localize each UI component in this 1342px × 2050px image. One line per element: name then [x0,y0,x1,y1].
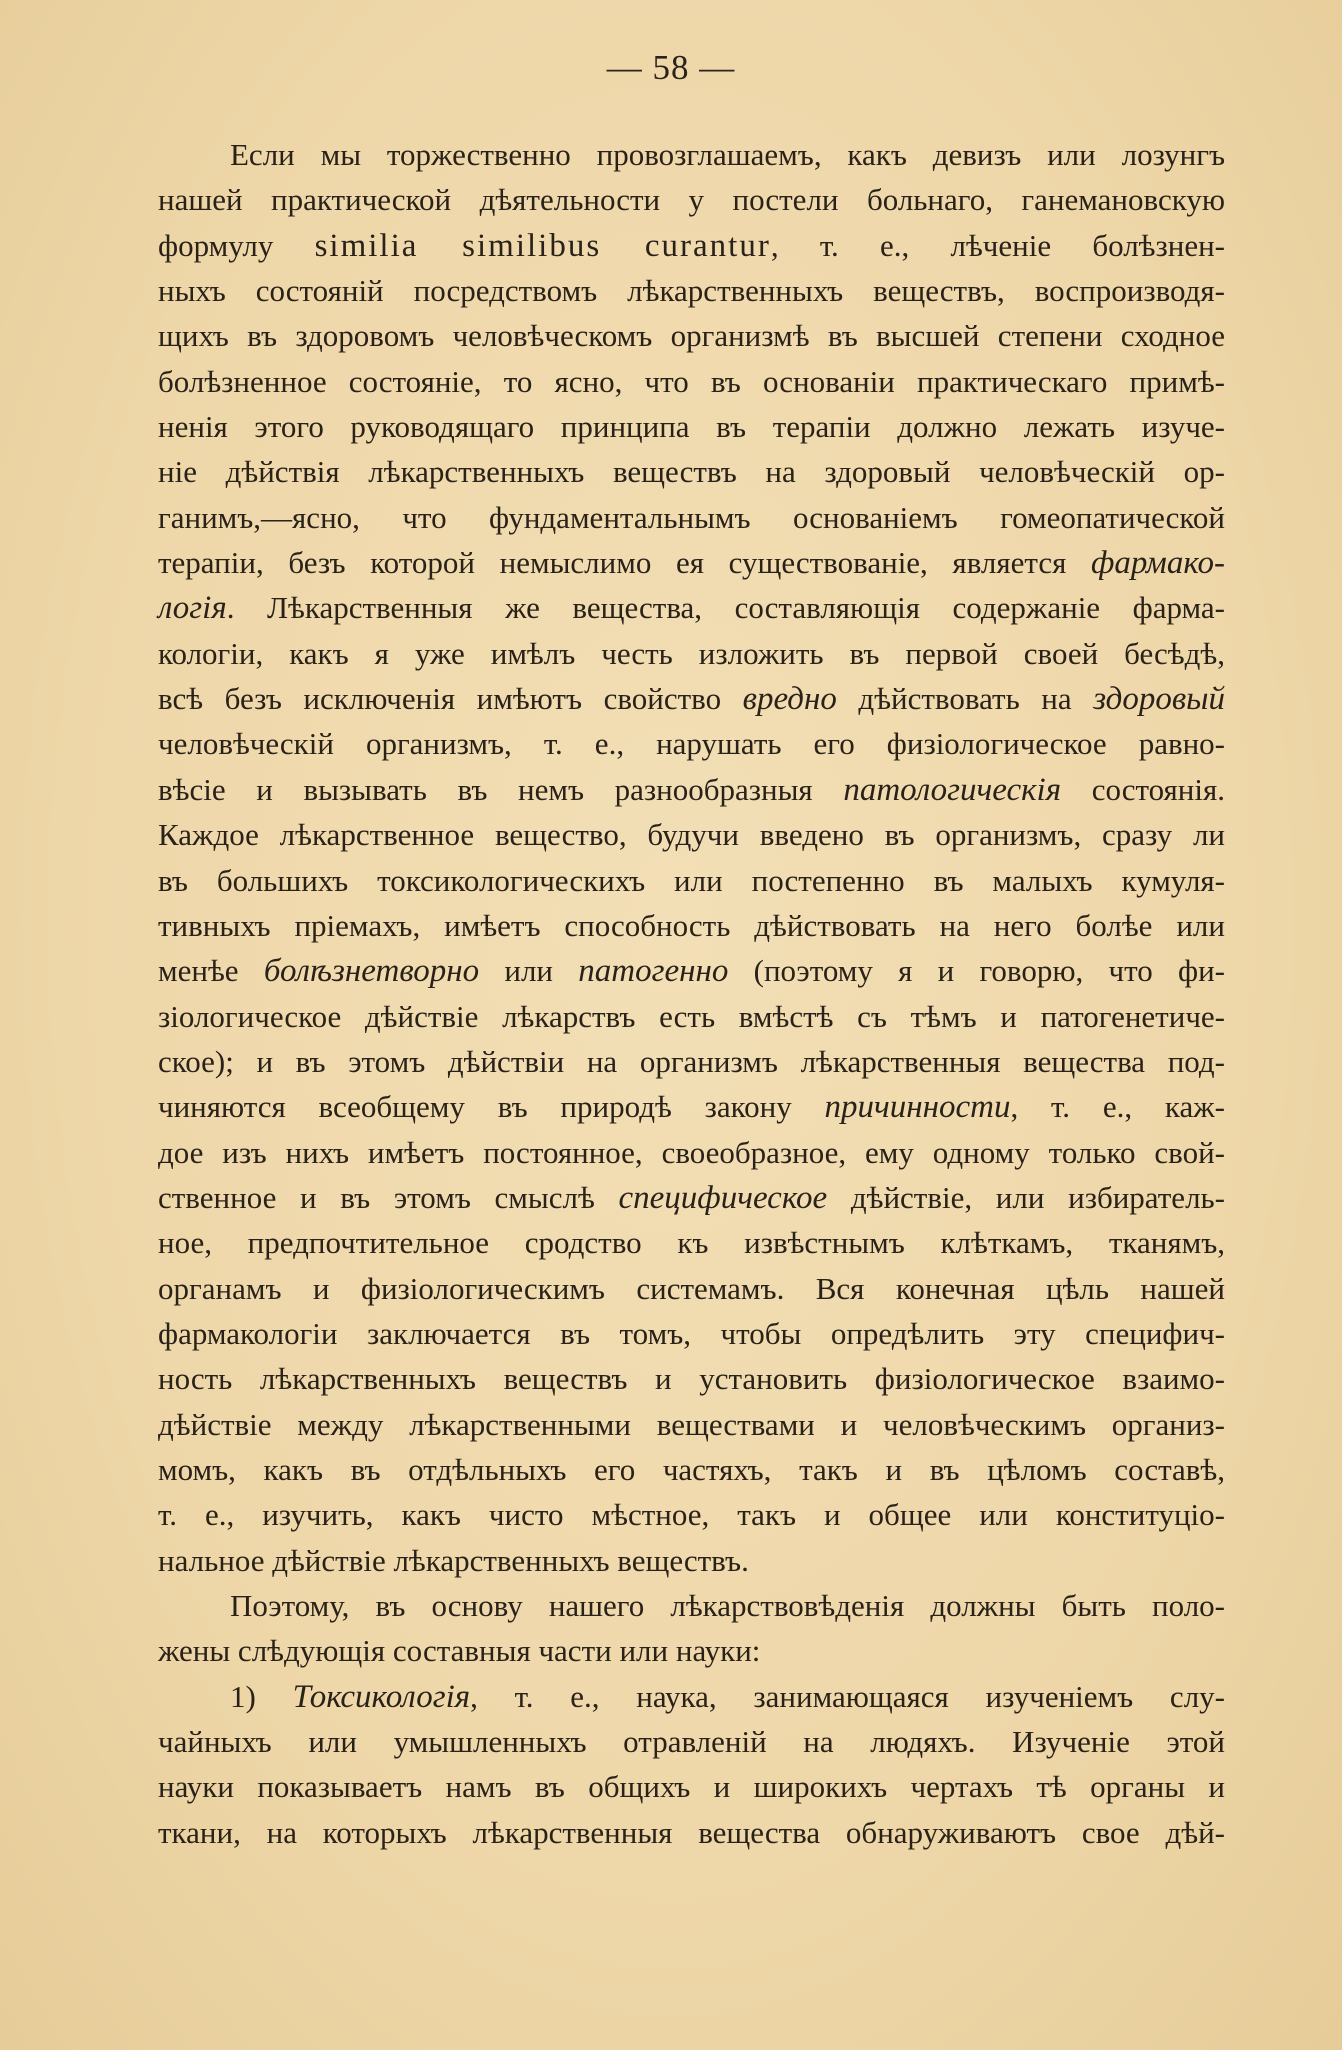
italic-term: вредно [742,681,837,718]
text-line [158,1538,1225,1583]
text-run: ное, предпочтительное сродство къ извѣстнымъ клѣткамъ, тканямъ, [158,1225,1225,1261]
text-line [158,1130,1225,1175]
italic-term: патологическія [843,771,1062,808]
text-run: (поэтому я и говорю, что фи- [728,953,1225,989]
text-line [158,132,1225,177]
text-line [158,767,1225,812]
text-line [158,1674,1225,1719]
text-run: науки показываетъ намъ въ общихъ и широкихъ чертахъ тѣ органы и [158,1769,1225,1805]
text-run: жены слѣдующія составныя части или науки: [158,1633,761,1669]
text-run: дѣйствовать на [836,681,1094,717]
text-line [158,903,1225,948]
text-line [158,1266,1225,1311]
text-line [158,721,1225,766]
text-run: чайныхъ или умышленныхъ отравленій на людяхъ. Изученіе этой [158,1724,1225,1760]
text-run: ніе дѣйствія лѣкарственныхъ веществъ на здоровый человѣческій ор- [158,454,1225,490]
text-run: нальное дѣйствіе лѣкарственныхъ веществъ. [158,1542,749,1578]
text-run: , т. е., лѣченіе болѣзнен- [770,227,1226,263]
text-run: ское); и въ этомъ дѣйствіи на организмъ лѣкарственныя вещества под- [158,1043,1225,1079]
text-run: состоянія. [1061,771,1226,807]
text-run: Каждое лѣкарственное вещество, будучи введено въ организмъ, сразу ли [158,817,1225,853]
text-run: ность лѣкарственныхъ веществъ и установить физіологическое взаимо- [158,1361,1225,1397]
italic-term: специфическое [618,1179,828,1216]
text-run: , т. е., каж- [1010,1089,1225,1125]
text-run: 1) [230,1678,293,1714]
text-line [158,540,1225,585]
text-line [158,268,1225,313]
text-line [158,948,1225,993]
text-line [158,449,1225,494]
italic-term: здоровый [1093,681,1225,718]
text-run: чиняются всеобщему въ природѣ закону [158,1089,825,1125]
text-line [158,1356,1225,1401]
text-line [158,1402,1225,1447]
spaced-latin-phrase: similia similibus curantur [314,227,771,264]
text-line [158,1039,1225,1084]
text-line [158,1311,1225,1356]
text-run: дѣйствіе, или избиратель- [827,1179,1225,1215]
text-line [158,359,1225,404]
italic-term: болѣзнетворно [263,953,480,990]
text-run: нашей практической дѣятельности у постели больнаго, ганемановскую [158,182,1225,218]
page-number: — 58 — [606,48,736,87]
text-run: тивныхъ пріемахъ, имѣетъ способность дѣйствовать на него болѣе или [158,907,1225,943]
text-run: зіологическое дѣйствіе лѣкарствъ есть вмѣстѣ съ тѣмъ и патогенетиче- [158,998,1225,1034]
text-run: дое изъ нихъ имѣетъ постоянное, своеобразное, ему одному только свой- [158,1134,1225,1170]
text-line [158,1719,1225,1764]
text-run: щихъ въ здоровомъ человѣческомъ организмѣ въ высшей степени сходное [158,318,1225,354]
text-run: момъ, какъ въ отдѣльныхъ его частяхъ, такъ и въ цѣломъ составѣ, [158,1451,1225,1487]
text-run: всѣ безъ исключенія имѣютъ свойство [158,681,743,717]
text-line [158,177,1225,222]
text-line [158,1084,1225,1129]
text-run: ганимъ,—ясно, что фундаментальнымъ основаніемъ гомеопатической [158,499,1225,535]
text-run: ственное и въ этомъ смыслѣ [158,1179,619,1215]
text-line [158,1810,1225,1855]
text-line [158,631,1225,676]
text-run: фармакологіи заключается въ томъ, чтобы опредѣлить эту специфич- [158,1315,1225,1351]
text-run: органамъ и физіологическимъ системамъ. Вся конечная цѣль нашей [158,1270,1225,1306]
italic-term: фармако- [1090,545,1225,582]
text-run: человѣческій организмъ, т. е., нарушать его физіологическое равно- [158,726,1225,762]
text-run: . Лѣкарственныя же вещества, составляющія содержаніе фарма- [226,590,1225,626]
text-line [158,1492,1225,1537]
italic-term: патогенно [578,953,729,990]
text-line [158,1583,1225,1628]
italic-term: логія [158,590,227,627]
text-run: формулу [158,227,315,263]
text-line [158,313,1225,358]
text-run: вѣсіе и вызывать въ немъ разнообразныя [158,771,844,807]
text-run: менѣе [158,953,264,989]
text-line [158,676,1225,721]
text-run: въ большихъ токсикологическихъ или постепенно въ малыхъ кумуля- [158,862,1225,898]
text-line [158,1447,1225,1492]
text-run: Если мы торжественно провозглашаемъ, какъ девизъ или лозунгъ [230,137,1225,172]
text-run: дѣйствіе между лѣкарственными веществами и человѣческимъ организ- [158,1406,1225,1442]
text-line [158,812,1225,857]
text-run: , т. е., наука, занимающаяся изученіемъ слу- [470,1678,1225,1714]
text-line [158,1628,1225,1673]
text-run: ныхъ состояній посредствомъ лѣкарственныхъ веществъ, воспроизводя- [158,273,1225,309]
text-line [158,404,1225,449]
text-line [158,223,1225,268]
text-run: Поэтому, въ основу нашего лѣкарствовѣденія должны быть поло- [230,1588,1225,1623]
italic-term: причинности [824,1089,1011,1126]
text-line [158,994,1225,1039]
text-run: ненія этого руководящаго принципа въ терапіи должно лежать изуче- [158,409,1225,445]
body-text [158,132,1225,1855]
text-run: ткани, на которыхъ лѣкарственныя вещества обнаруживаютъ свое дѣй- [158,1814,1225,1850]
text-line [158,858,1225,903]
text-run: или [479,953,579,989]
text-run: т. е., изучить, какъ чисто мѣстное, такъ и общее или конституціо- [158,1497,1225,1533]
text-line [158,495,1225,540]
text-line [158,1220,1225,1265]
text-line [158,1175,1225,1220]
text-line [158,1764,1225,1809]
text-run: кологіи, какъ я уже имѣлъ честь изложить въ первой своей бесѣдѣ, [158,635,1225,671]
text-run: терапіи, безъ которой немыслимо ея существованіе, является [158,545,1091,581]
text-line [158,585,1225,630]
italic-term: Токсикологія [292,1678,471,1715]
text-run: болѣзненное состояніе, то ясно, что въ основаніи практическаго примѣ- [158,363,1225,399]
